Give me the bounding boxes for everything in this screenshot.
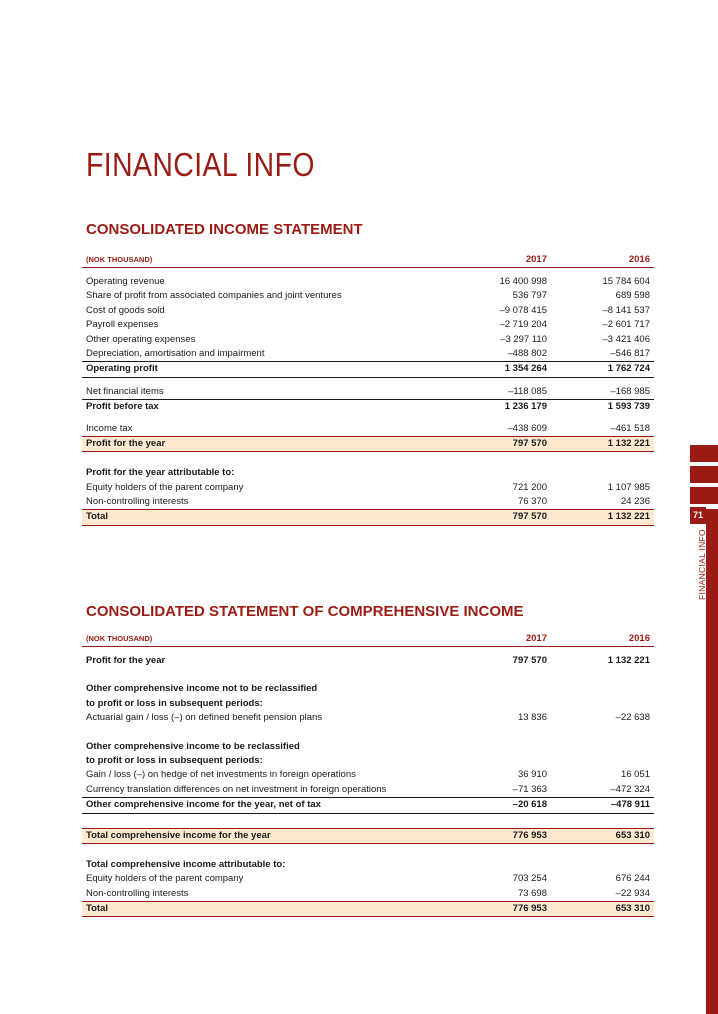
subheading: Other comprehensive income not to be reclassified	[86, 683, 318, 695]
attributable-heading: Total comprehensive income attributable to:	[86, 858, 286, 870]
table-row: Gain / loss (–) on hedge of net investments in foreign operations 36 910 16 051	[86, 769, 650, 781]
table-row: Other operating expenses –3 297 110 –3 421 406	[86, 333, 650, 345]
table-row: Operating revenue 16 400 998 15 784 604	[86, 276, 650, 287]
attributable-heading: Profit for the year attributable to:	[86, 467, 235, 479]
profit-for-year-row: Profit for the year 797 570 1 132 221	[82, 436, 654, 452]
income-statement-title: CONSOLIDATED INCOME STATEMENT	[86, 221, 363, 238]
table-row: Share of profit from associated companies and joint ventures 536 797 689 598	[86, 290, 650, 302]
unit-label: (NOK THOUSAND)	[86, 255, 153, 264]
comprehensive-income-title: CONSOLIDATED STATEMENT OF COMPREHENSIVE INCOME	[86, 603, 524, 620]
column-header-2017: 2017	[525, 254, 547, 265]
section-tab-3	[690, 487, 718, 504]
income-statement-table	[82, 252, 654, 526]
table-row: Equity holders of the parent company 703 254 676 244	[86, 873, 650, 885]
sidebar-bar	[706, 509, 718, 1014]
total-comprehensive-income-row: Total comprehensive income for the year 776 953 653 310	[82, 828, 654, 844]
table-row: Depreciation, amortisation and impairment –488 802 –546 817	[86, 347, 650, 359]
table-row: Actuarial gain / loss (–) on defined benefit pension plans 13 836 –22 638	[86, 712, 650, 724]
profit-for-year-row: Profit for the year 797 570 1 132 221	[86, 655, 650, 666]
side-section-label: FINANCIAL INFO	[697, 529, 707, 600]
table-row: Payroll expenses –2 719 204 –2 601 717	[86, 319, 650, 331]
comprehensive-income-table	[82, 631, 654, 917]
section-tab-2	[690, 466, 718, 483]
table-row: Equity holders of the parent company 721 200 1 107 985	[86, 481, 650, 493]
table-row: Currency translation differences on net investment in foreign operations –71 363 –472 324	[86, 783, 650, 795]
total-row: Total 797 570 1 132 221	[82, 509, 654, 525]
subheading: to profit or loss in subsequent periods:	[86, 754, 263, 766]
table-row: Income tax –438 609 –461 518	[86, 422, 650, 434]
table-row: Non-controlling interests 73 698 –22 934	[86, 887, 650, 899]
page-title: FINANCIAL INFO	[86, 146, 315, 183]
total-row: Total 776 953 653 310	[82, 901, 654, 917]
operating-profit-row: Operating profit 1 354 264 1 762 724	[82, 361, 654, 377]
table-header	[82, 631, 654, 647]
section-tab-1	[690, 445, 718, 462]
column-header-2016: 2016	[628, 254, 650, 265]
column-header-2016: 2016	[628, 633, 650, 644]
column-header-2017: 2017	[525, 633, 547, 644]
table-row: Cost of goods sold –9 078 415 –8 141 537	[86, 304, 650, 316]
page-number: 71	[690, 507, 706, 524]
table-row: Net financial items –118 085 –168 985	[86, 385, 650, 397]
table-header	[82, 252, 654, 268]
subheading: to profit or loss in subsequent periods:	[86, 697, 263, 709]
oci-net-row: Other comprehensive income for the year, net of tax –20 618 –478 911	[82, 797, 654, 813]
profit-before-tax-row: Profit before tax 1 236 179 1 593 739	[82, 399, 654, 414]
table-row: Non-controlling interests 76 370 24 236	[86, 496, 650, 508]
subheading: Other comprehensive income to be reclassified	[86, 740, 300, 752]
unit-label: (NOK THOUSAND)	[86, 634, 153, 643]
